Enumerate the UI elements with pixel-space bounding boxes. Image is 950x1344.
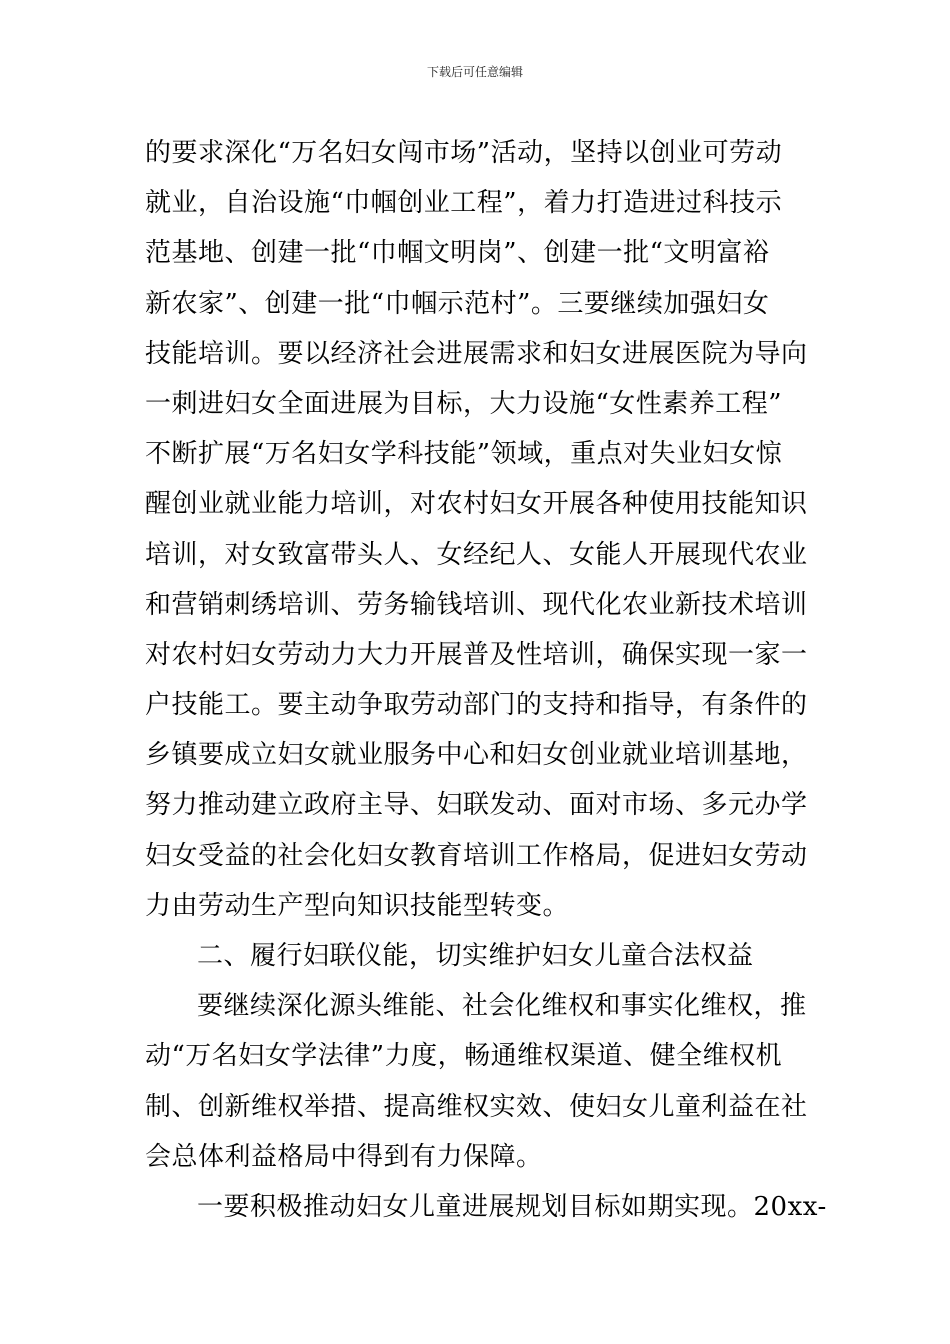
text-line: 乡镇要成立妇女就业服务中心和妇女创业就业培训基地， [145, 740, 808, 771]
text-line: 和营销刺绣培训、劳务输钱培训、现代化农业新技术培训 [145, 589, 808, 620]
text-line: 要继续深化源头维能、社会化维权和事实化维权，推 [197, 991, 807, 1022]
text-line: 范基地、创建一批“巾帼文明岗”、创建一批“文明富裕 [145, 238, 770, 269]
page-header: 下载后可任意编辑 [426, 65, 523, 79]
text-line: 对农村妇女劳动力大力开展普及性培训，确保实现一家一 [145, 639, 808, 670]
text-line: 新农家”、创建一批“巾帼示范村”。三要继续加强妇女 [145, 288, 770, 319]
text-line: 妇女受益的社会化妇女教育培训工作格局，促进妇女劳动 [145, 840, 808, 871]
text-line: 动“万名妇女学法律”力度，畅通维权渠道、健全维权机 [145, 1041, 783, 1072]
text-line: 制、创新维权举措、提高维权实效、使妇女儿童利益在社 [145, 1091, 808, 1122]
text-line: 力由劳动生产型向知识技能型转变。 [145, 890, 570, 921]
text-line: 不断扩展“万名妇女学科技能”领域，重点对失业妇女惊 [145, 439, 783, 470]
text-line: 就业，自治设施“巾帼创业工程”，着力打造进过科技示 [145, 188, 783, 219]
text-line: 的要求深化“万名妇女闯市场”活动，坚持以创业可劳动 [145, 138, 783, 168]
text-line: 努力推动建立政府主导、妇联发动、面对市场、多元办学 [145, 790, 808, 821]
text-line: 一要积极推动妇女儿童进展规划目标如期实现。20xx- [197, 1191, 827, 1222]
text-line: 会总体利益格局中得到有力保障。 [145, 1141, 543, 1172]
text-line: 醒创业就业能力培训，对农村妇女开展各种使用技能知识 [145, 489, 808, 520]
text-line: 户技能工。要主动争取劳动部门的支持和指导，有条件的 [145, 690, 808, 721]
document-body [145, 128, 827, 1232]
section-heading: 二、履行妇联仪能，切实维护妇女儿童合法权益 [197, 941, 754, 971]
text-line: 一刺进妇女全面进展为目标，大力设施“女性素养工程” [145, 388, 783, 419]
text-line: 技能培训。要以经济社会进展需求和妇女进展医院为导向 [145, 338, 808, 369]
text-line: 培训，对女致富带头人、女经纪人、女能人开展现代农业 [145, 539, 808, 570]
